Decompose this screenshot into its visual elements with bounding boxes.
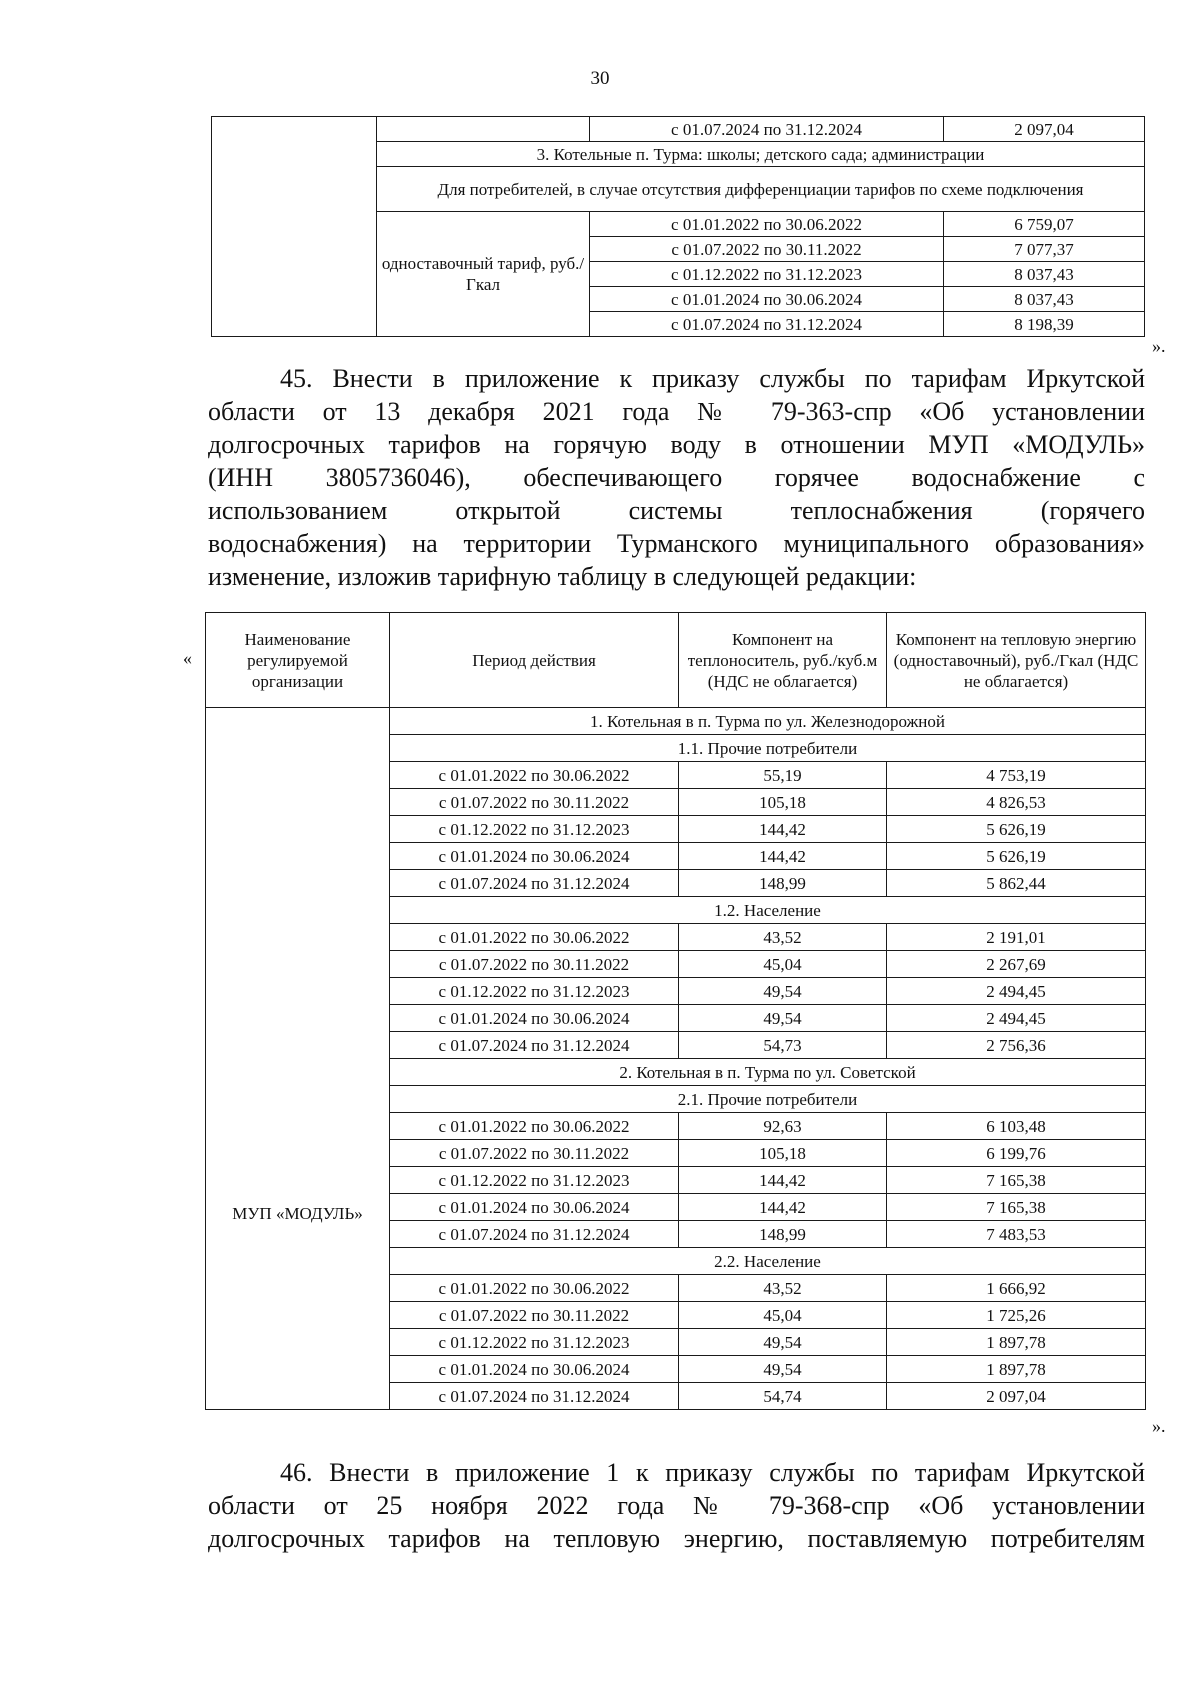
value-cell: 8 037,43 xyxy=(944,287,1145,312)
header-period: Период действия xyxy=(390,613,679,708)
carrier-cell: 55,19 xyxy=(679,762,887,789)
paragraph-46 xyxy=(208,1456,1145,1556)
energy-cell: 1 725,26 xyxy=(887,1302,1146,1329)
para46-line: области от 25 ноября 2022 года № 79-368-спр «Об установлении xyxy=(208,1491,1145,1520)
closing-quote: ». xyxy=(1152,336,1166,356)
carrier-cell: 49,54 xyxy=(679,1005,887,1032)
carrier-cell: 105,18 xyxy=(679,789,887,816)
value-cell: 8 037,43 xyxy=(944,262,1145,287)
tariff-label: одноставочный тариф, руб./Гкал xyxy=(377,212,590,337)
carrier-cell: 144,42 xyxy=(679,843,887,870)
period-cell: с 01.12.2022 по 31.12.2023 xyxy=(390,1329,679,1356)
section-title: 1. Котельная в п. Турма по ул. Железнодорожной xyxy=(390,708,1146,735)
period-cell: с 01.12.2022 по 31.12.2023 xyxy=(590,262,944,287)
page-number: 30 xyxy=(590,68,610,89)
energy-cell: 5 626,19 xyxy=(887,843,1146,870)
energy-cell: 2 756,36 xyxy=(887,1032,1146,1059)
org-name: МУП «МОДУЛЬ» xyxy=(206,708,390,1410)
para46-line: 46. Внести в приложение 1 к приказу службы по тарифам Иркутской xyxy=(280,1458,1145,1487)
section-row xyxy=(206,708,1146,735)
empty-org-cell xyxy=(212,117,377,337)
energy-cell: 1 897,78 xyxy=(887,1356,1146,1383)
header-row xyxy=(206,613,1146,708)
carrier-cell: 148,99 xyxy=(679,870,887,897)
carrier-cell: 144,42 xyxy=(679,1194,887,1221)
tariff-table-continued xyxy=(211,116,1145,337)
carrier-cell: 54,74 xyxy=(679,1383,887,1410)
table-row xyxy=(212,117,1145,142)
energy-cell: 2 494,45 xyxy=(887,978,1146,1005)
opening-quote: « xyxy=(183,648,192,668)
carrier-cell: 45,04 xyxy=(679,1302,887,1329)
energy-cell: 7 165,38 xyxy=(887,1167,1146,1194)
consumer-note: Для потребителей, в случае отсутствия дифференциации тарифов по схеме подключения xyxy=(377,167,1145,212)
value-cell: 8 198,39 xyxy=(944,312,1145,337)
period-cell: с 01.01.2022 по 30.06.2022 xyxy=(390,762,679,789)
carrier-cell: 148,99 xyxy=(679,1221,887,1248)
group-title: 2.1. Прочие потребители xyxy=(390,1086,1146,1113)
value-cell: 6 759,07 xyxy=(944,212,1145,237)
period-cell: с 01.07.2024 по 31.12.2024 xyxy=(390,870,679,897)
group-title: 1.2. Население xyxy=(390,897,1146,924)
carrier-cell: 105,18 xyxy=(679,1140,887,1167)
period-cell: с 01.12.2022 по 31.12.2023 xyxy=(390,978,679,1005)
energy-cell: 2 191,01 xyxy=(887,924,1146,951)
period-cell: с 01.01.2024 по 30.06.2024 xyxy=(390,1356,679,1383)
value-cell: 2 097,04 xyxy=(944,117,1145,142)
carrier-cell: 144,42 xyxy=(679,1167,887,1194)
energy-cell: 6 199,76 xyxy=(887,1140,1146,1167)
carrier-cell: 43,52 xyxy=(679,924,887,951)
period-cell: с 01.01.2024 по 30.06.2024 xyxy=(390,843,679,870)
period-cell: с 01.01.2022 по 30.06.2022 xyxy=(390,924,679,951)
energy-cell: 7 165,38 xyxy=(887,1194,1146,1221)
period-cell: с 01.07.2024 по 31.12.2024 xyxy=(390,1383,679,1410)
value-cell: 7 077,37 xyxy=(944,237,1145,262)
para45-line: области от 13 декабря 2021 года № 79-363-спр «Об установлении xyxy=(208,397,1145,426)
carrier-cell: 92,63 xyxy=(679,1113,887,1140)
period-cell: с 01.07.2024 по 31.12.2024 xyxy=(390,1032,679,1059)
energy-cell: 5 862,44 xyxy=(887,870,1146,897)
carrier-cell: 49,54 xyxy=(679,1356,887,1383)
carrier-cell: 49,54 xyxy=(679,1329,887,1356)
tariff-table xyxy=(205,612,1146,1410)
energy-cell: 1 897,78 xyxy=(887,1329,1146,1356)
paragraph-45 xyxy=(208,362,1145,596)
period-cell: с 01.01.2024 по 30.06.2024 xyxy=(390,1194,679,1221)
period-cell: с 01.07.2022 по 30.11.2022 xyxy=(390,1302,679,1329)
para45-line: (ИНН 3805736046), обеспечивающего горячее водоснабжение с xyxy=(208,463,1145,492)
period-cell: с 01.12.2022 по 31.12.2023 xyxy=(390,1167,679,1194)
period-cell: с 01.01.2022 по 30.06.2022 xyxy=(590,212,944,237)
carrier-cell: 49,54 xyxy=(679,978,887,1005)
header-org: Наименование регулируемой организации xyxy=(206,613,390,708)
header-energy: Компонент на тепловую энергию (одноставочный), руб./Гкал (НДС не облагается) xyxy=(887,613,1146,708)
section-title: 3. Котельные п. Турма: школы; детского сада; администрации xyxy=(377,142,1145,167)
empty-cell xyxy=(377,117,590,142)
energy-cell: 4 826,53 xyxy=(887,789,1146,816)
period-cell: с 01.01.2022 по 30.06.2022 xyxy=(390,1113,679,1140)
period-cell: с 01.07.2024 по 31.12.2024 xyxy=(390,1221,679,1248)
group-title: 1.1. Прочие потребители xyxy=(390,735,1146,762)
period-cell: с 01.07.2022 по 30.11.2022 xyxy=(390,951,679,978)
period-cell: с 01.01.2024 по 30.06.2024 xyxy=(390,1005,679,1032)
period-cell: с 01.07.2022 по 30.11.2022 xyxy=(590,237,944,262)
energy-cell: 7 483,53 xyxy=(887,1221,1146,1248)
period-cell: с 01.01.2022 по 30.06.2022 xyxy=(390,1275,679,1302)
para45-line: использованием открытой системы теплоснабжения (горячего xyxy=(208,496,1145,525)
energy-cell: 6 103,48 xyxy=(887,1113,1146,1140)
period-cell: с 01.12.2022 по 31.12.2023 xyxy=(390,816,679,843)
para46-line: долгосрочных тарифов на тепловую энергию, поставляемую потребителям xyxy=(208,1524,1145,1553)
closing-quote: ». xyxy=(1152,1416,1166,1436)
para45-line: долгосрочных тарифов на горячую воду в отношении МУП «МОДУЛЬ» xyxy=(208,430,1145,459)
para45-line: изменение, изложив тарифную таблицу в следующей редакции: xyxy=(208,562,917,591)
header-carrier: Компонент на теплоноситель, руб./куб.м (НДС не облагается) xyxy=(679,613,887,708)
energy-cell: 5 626,19 xyxy=(887,816,1146,843)
energy-cell: 2 494,45 xyxy=(887,1005,1146,1032)
para45-line: водоснабжения) на территории Турманского муниципального образования» xyxy=(208,529,1145,558)
period-cell: с 01.07.2022 по 30.11.2022 xyxy=(390,1140,679,1167)
para45-line: 45. Внести в приложение к приказу службы по тарифам Иркутской xyxy=(280,364,1145,393)
energy-cell: 2 267,69 xyxy=(887,951,1146,978)
carrier-cell: 45,04 xyxy=(679,951,887,978)
energy-cell: 1 666,92 xyxy=(887,1275,1146,1302)
energy-cell: 4 753,19 xyxy=(887,762,1146,789)
group-title: 2.2. Население xyxy=(390,1248,1146,1275)
section-title: 2. Котельная в п. Турма по ул. Советской xyxy=(390,1059,1146,1086)
period-cell: с 01.07.2022 по 30.11.2022 xyxy=(390,789,679,816)
period-cell: с 01.07.2024 по 31.12.2024 xyxy=(590,117,944,142)
period-cell: с 01.01.2024 по 30.06.2024 xyxy=(590,287,944,312)
energy-cell: 2 097,04 xyxy=(887,1383,1146,1410)
carrier-cell: 54,73 xyxy=(679,1032,887,1059)
period-cell: с 01.07.2024 по 31.12.2024 xyxy=(590,312,944,337)
carrier-cell: 144,42 xyxy=(679,816,887,843)
carrier-cell: 43,52 xyxy=(679,1275,887,1302)
